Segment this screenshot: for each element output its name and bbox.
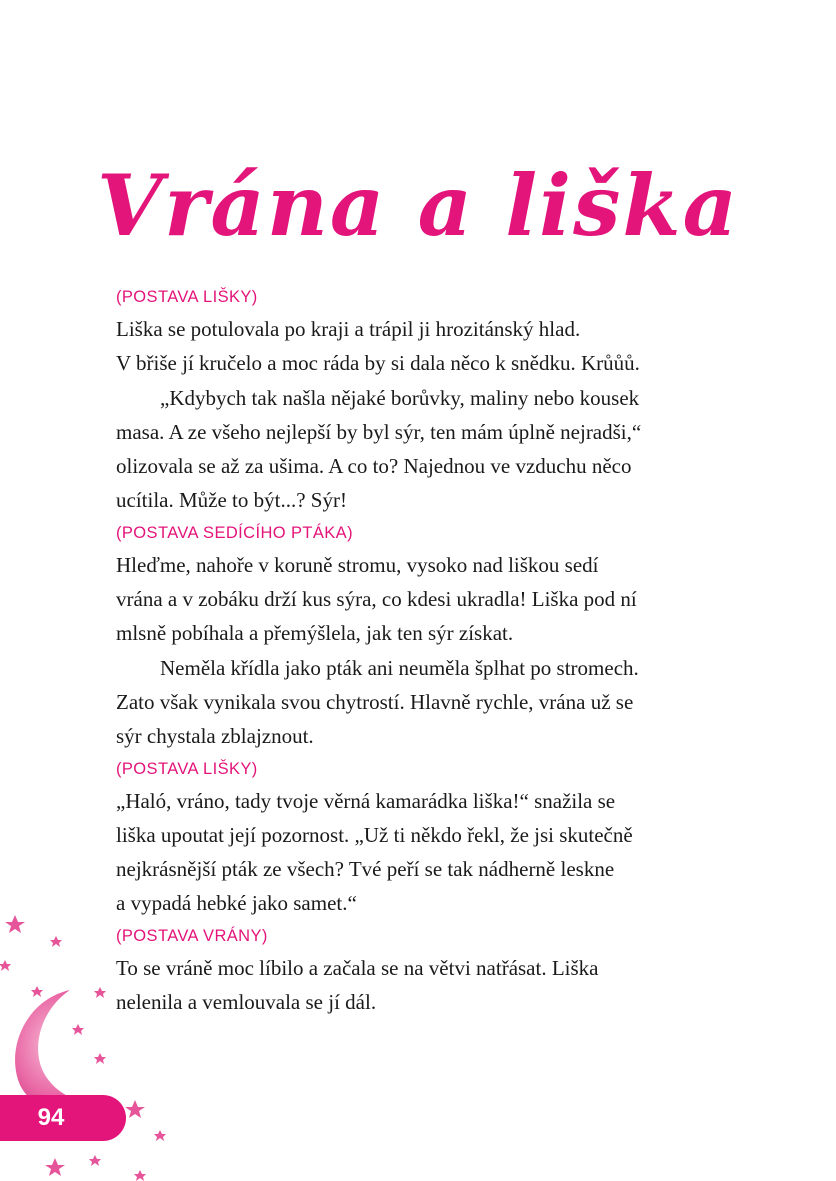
text-line: a vypadá hebké jako samet.“ — [116, 891, 357, 916]
text-line: ucítila. Může to být...? Sýr! — [116, 488, 347, 513]
star-icon — [94, 1053, 106, 1064]
text-line: V břiše jí kručelo a moc ráda by si dala něco k snědku. Krůůů. — [116, 351, 640, 376]
star-icon — [94, 987, 106, 998]
star-icon — [31, 986, 43, 997]
text-line: liška upoutat její pozornost. „Už ti někdo řekl, že jsi skutečně — [116, 822, 633, 847]
text-line: Neměla křídla jako pták ani neuměla šplhat po stromech. — [160, 655, 639, 680]
text-line: nejkrásnější pták ze všech? Tvé peří se tak nádherně leskne — [116, 857, 615, 882]
star-icon — [134, 1170, 146, 1181]
section-label: (POSTAVA LIŠKY) — [116, 288, 258, 306]
page-number: 94 — [37, 1104, 65, 1131]
section-label: (POSTAVA LIŠKY) — [116, 759, 258, 778]
star-icon — [154, 1130, 166, 1141]
text-line: olizovala se až za ušima. A co to? Najednou ve vzduchu něco — [116, 454, 632, 479]
page-title: Vrána a liška — [96, 156, 739, 256]
star-icon — [125, 1100, 145, 1118]
text-line: „Haló, vráno, tady tvoje věrná kamarádka liška!“ snažila se — [116, 788, 616, 813]
text-line: sýr chystala zblajznout. — [116, 724, 314, 749]
star-icon — [5, 915, 25, 933]
story-text — [116, 282, 736, 1019]
text-line: masa. A ze všeho nejlepší by byl sýr, ten mám úplně nejradši,“ — [116, 419, 642, 444]
text-line: To se vráně moc líbilo a začala se na větvi natřásat. Liška — [116, 955, 599, 980]
star-icon — [89, 1155, 101, 1166]
text-line: Zato však vynikala svou chytrostí. Hlavně rychle, vrána už se — [116, 689, 634, 714]
moon-icon — [15, 990, 115, 1112]
section-label: (POSTAVA VRÁNY) — [116, 926, 268, 945]
section-label: (POSTAVA SEDÍCÍHO PTÁKA) — [116, 523, 353, 542]
star-icon — [45, 1158, 65, 1176]
text-line: nelenila a vemlouvala se jí dál. — [116, 990, 377, 1015]
star-icon — [0, 960, 11, 971]
star-icon — [50, 936, 62, 947]
text-line: „Kdybych tak našla nějaké borůvky, maliny nebo kousek — [160, 385, 640, 410]
text-line: mlsně pobíhala a přemýšlela, jak ten sýr získat. — [116, 621, 514, 646]
text-line: Hleďme, nahoře v koruně stromu, vysoko nad liškou sedí — [116, 552, 599, 577]
text-line: vrána a v zobáku drží kus sýra, co kdesi ukradla! Liška pod ní — [116, 587, 637, 612]
star-icon — [72, 1024, 84, 1035]
text-line: Liška se potulovala po kraji a trápil ji hrozitánský hlad. — [116, 317, 581, 341]
